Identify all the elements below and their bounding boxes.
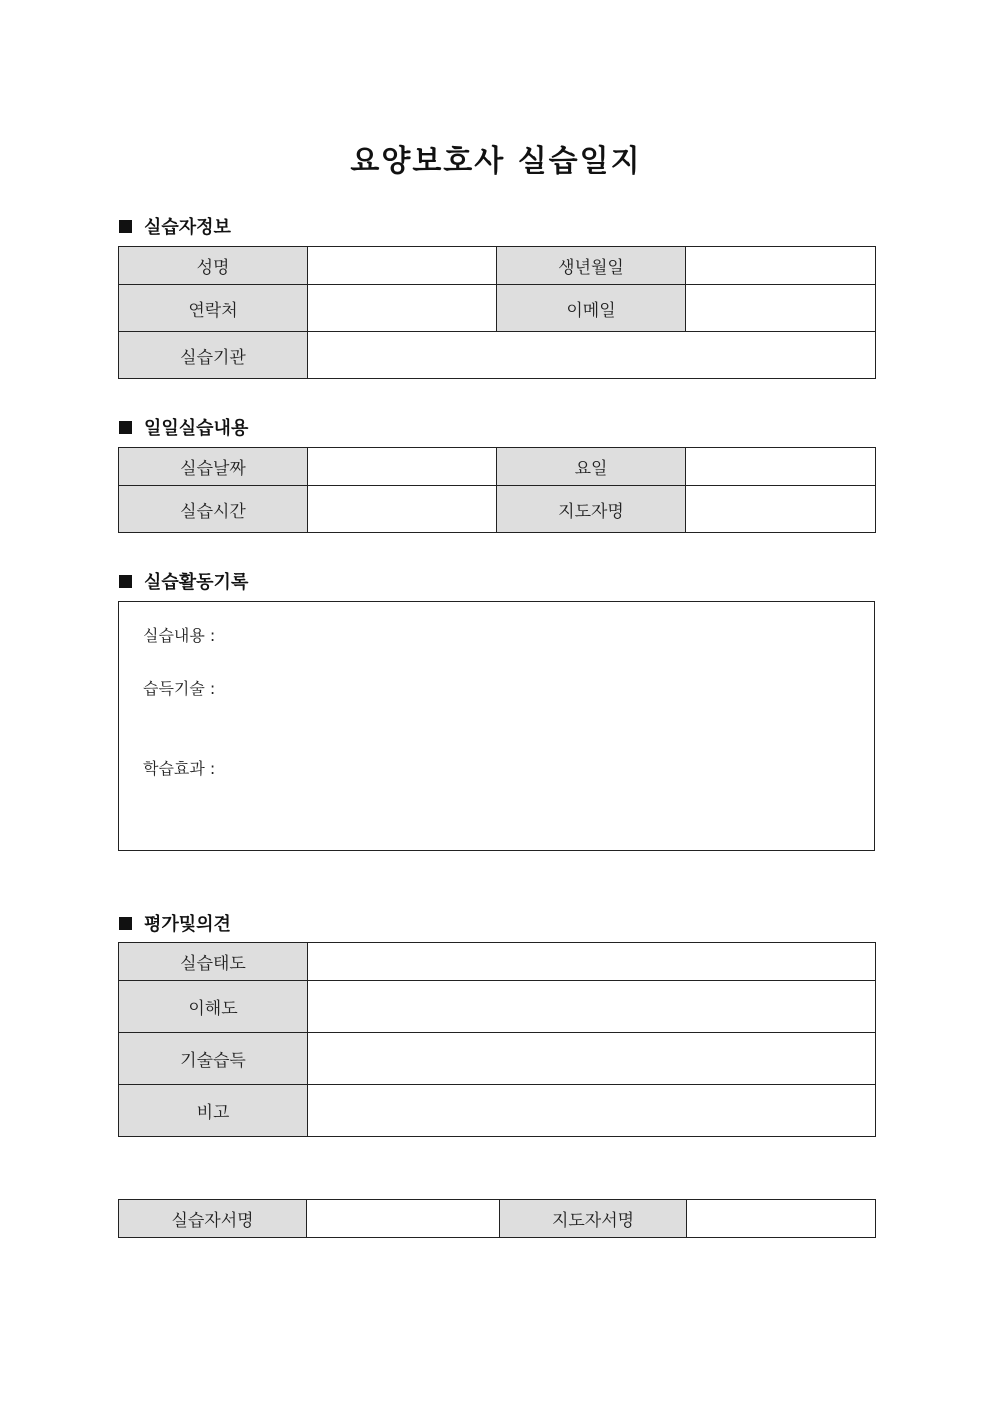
supervisor-signature-field[interactable] bbox=[687, 1200, 876, 1238]
table-row bbox=[119, 486, 876, 533]
attitude-field[interactable] bbox=[308, 943, 876, 981]
skill-acquisition-label: 기술습득 bbox=[119, 1033, 308, 1085]
acquired-skills-label: 습득기술 : bbox=[143, 679, 216, 698]
attitude-label: 실습태도 bbox=[119, 943, 308, 981]
weekday-label: 요일 bbox=[497, 448, 686, 486]
daily-practice-table bbox=[118, 447, 876, 533]
learning-effect-label: 학습효과 : bbox=[143, 759, 216, 778]
section-heading-activity-record bbox=[119, 568, 248, 594]
practice-time-field[interactable] bbox=[308, 486, 497, 533]
square-bullet-icon bbox=[119, 220, 132, 233]
evaluation-table bbox=[118, 942, 876, 1137]
remarks-field[interactable] bbox=[308, 1085, 876, 1137]
name-field[interactable] bbox=[308, 247, 497, 285]
table-row bbox=[119, 981, 876, 1033]
supervisor-signature-label: 지도자서명 bbox=[500, 1200, 687, 1238]
weekday-field[interactable] bbox=[686, 448, 876, 486]
document-title: 요양보호사 실습일지 bbox=[350, 144, 642, 179]
square-bullet-icon bbox=[119, 421, 132, 434]
birth-date-label: 생년월일 bbox=[497, 247, 686, 285]
activity-record-box[interactable] bbox=[118, 601, 875, 851]
institution-field[interactable] bbox=[308, 332, 876, 379]
square-bullet-icon bbox=[119, 917, 132, 930]
practice-content-label: 실습내용 : bbox=[143, 626, 216, 645]
section-heading-trainee-info bbox=[119, 213, 231, 239]
email-field[interactable] bbox=[686, 285, 876, 332]
section-heading-label: 일일실습내용 bbox=[144, 418, 249, 439]
trainee-signature-field[interactable] bbox=[307, 1200, 500, 1238]
understanding-label: 이해도 bbox=[119, 981, 308, 1033]
skill-acquisition-field[interactable] bbox=[308, 1033, 876, 1085]
supervisor-name-label: 지도자명 bbox=[497, 486, 686, 533]
practice-time-label: 실습시간 bbox=[119, 486, 308, 533]
square-bullet-icon bbox=[119, 575, 132, 588]
table-row bbox=[119, 247, 876, 285]
table-row bbox=[119, 1033, 876, 1085]
section-heading-daily-practice bbox=[119, 414, 248, 440]
practice-date-field[interactable] bbox=[308, 448, 497, 486]
section-heading-label: 실습자정보 bbox=[144, 217, 231, 238]
table-row bbox=[119, 332, 876, 379]
name-label: 성명 bbox=[119, 247, 308, 285]
table-row bbox=[119, 448, 876, 486]
signature-table bbox=[118, 1199, 876, 1238]
table-row bbox=[119, 943, 876, 981]
birth-date-field[interactable] bbox=[686, 247, 876, 285]
trainee-info-table bbox=[118, 246, 876, 379]
section-heading-label: 실습활동기록 bbox=[144, 572, 249, 593]
table-row bbox=[119, 285, 876, 332]
contact-label: 연락처 bbox=[119, 285, 308, 332]
institution-label: 실습기관 bbox=[119, 332, 308, 379]
table-row bbox=[119, 1085, 876, 1137]
understanding-field[interactable] bbox=[308, 981, 876, 1033]
email-label: 이메일 bbox=[497, 285, 686, 332]
practice-date-label: 실습날짜 bbox=[119, 448, 308, 486]
remarks-label: 비고 bbox=[119, 1085, 308, 1137]
table-row bbox=[119, 1200, 876, 1238]
section-heading-evaluation bbox=[119, 910, 231, 936]
contact-field[interactable] bbox=[308, 285, 497, 332]
trainee-signature-label: 실습자서명 bbox=[119, 1200, 307, 1238]
supervisor-name-field[interactable] bbox=[686, 486, 876, 533]
section-heading-label: 평가및의견 bbox=[144, 914, 231, 935]
